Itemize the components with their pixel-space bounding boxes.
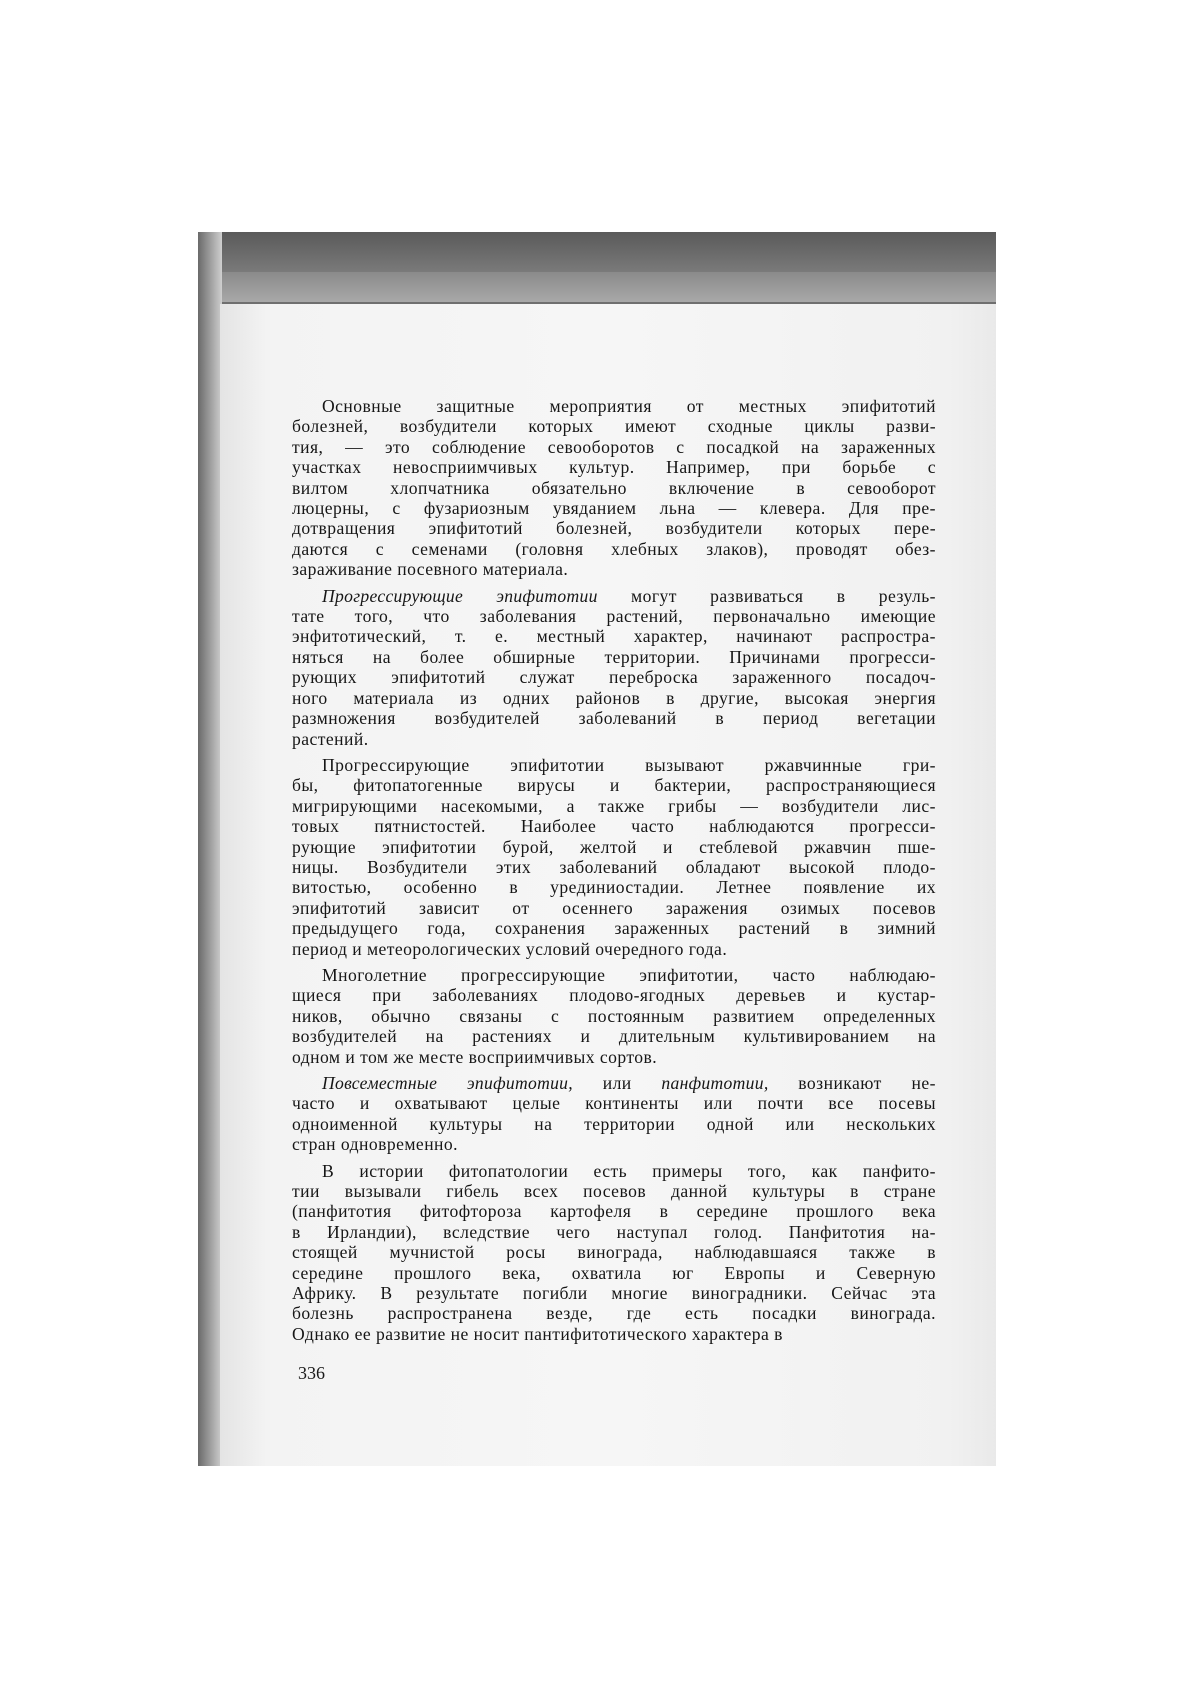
- text-line: [292, 708, 936, 728]
- text-run: зараживание посевного материала.: [292, 559, 569, 580]
- text-line: [292, 1242, 936, 1262]
- text-line: [292, 518, 936, 538]
- book-page: [220, 304, 996, 1466]
- text-run: люцерны, с фузариозным увяданием льна — клевера. Для пре-: [292, 498, 936, 519]
- text-line: [292, 688, 936, 708]
- text-run: Однако ее развитие не носит пантифитотического характера в: [292, 1323, 783, 1344]
- text-line: [292, 1222, 936, 1242]
- text-line: [292, 606, 936, 626]
- italic-term: Прогрессирующие эпифитотии: [322, 585, 598, 606]
- text-line: [292, 478, 936, 498]
- text-line: [292, 1114, 936, 1134]
- text-line: [292, 667, 936, 687]
- text-run: Основные защитные мероприятия от местных эпифитотий: [322, 396, 936, 416]
- text-run: энфитотический, т. е. местный характер, начинают распростра-: [292, 626, 936, 647]
- text-line: [292, 857, 936, 877]
- text-line: [292, 1283, 936, 1303]
- text-run: предыдущего года, сохранения зараженных растений в зимний: [292, 918, 936, 939]
- text-line: [292, 539, 936, 559]
- text-line: [292, 1201, 936, 1221]
- text-run: Многолетние прогрессирующие эпифитотии, часто наблюдаю-: [322, 964, 936, 985]
- text-run: Африку. В результате погибли многие виноградники. Сейчас эта: [292, 1283, 936, 1304]
- text-line: [292, 1047, 936, 1067]
- text-run: няться на более обширные территории. Причинами прогресси-: [292, 646, 936, 667]
- text-line: [292, 965, 936, 985]
- text-line: [292, 1263, 936, 1283]
- text-line: [292, 1093, 936, 1113]
- text-line: [292, 1324, 936, 1344]
- text-line: [292, 437, 936, 457]
- body-text: [292, 396, 936, 1350]
- text-line: [292, 796, 936, 816]
- scanned-page-frame: [198, 232, 996, 1466]
- text-run: рующих эпифитотий служат переброска зараженного посадоч-: [292, 667, 936, 688]
- text-line: [292, 1026, 936, 1046]
- text-run: ников, обычно связаны с постоянным развитием определенных: [292, 1005, 936, 1026]
- text-run: даются с семенами (головня хлебных злаков), проводят обез-: [292, 538, 936, 559]
- text-run: мигрирующими насекомыми, а также грибы — возбудители лис-: [292, 795, 936, 816]
- text-line: [292, 559, 936, 579]
- page-number: 336: [298, 1363, 325, 1383]
- paragraph: [292, 965, 936, 1067]
- text-run: бы, фитопатогенные вирусы и бактерии, распространяющиеся: [292, 775, 936, 796]
- text-run: ного материала из одних районов в другие, высокая энергия: [292, 687, 936, 708]
- text-line: [292, 416, 936, 436]
- text-run: товых пятнистостей. Наиболее часто наблюдаются прогресси-: [292, 816, 936, 837]
- text-line: [292, 498, 936, 518]
- scan-shadow-band: [198, 272, 996, 302]
- text-run: тате того, что заболевания растений, первоначально имеющие: [292, 606, 936, 627]
- text-line: [292, 1303, 936, 1323]
- text-line: [292, 918, 936, 938]
- text-run: стран одновременно.: [292, 1134, 459, 1155]
- text-line: [292, 1161, 936, 1181]
- text-line: [292, 985, 936, 1005]
- text-line: [292, 755, 936, 775]
- text-line: [292, 396, 936, 416]
- text-run: возникают не-: [768, 1073, 936, 1093]
- text-run: щиеся при заболеваниях плодово-ягодных деревьев и кустар-: [292, 985, 936, 1006]
- paragraph: [292, 396, 936, 580]
- text-run: одноименной культуры на территории одной или нескольких: [292, 1113, 936, 1134]
- text-run: стоящей мучнистой росы винограда, наблюдавшаяся также в: [292, 1242, 936, 1263]
- text-run: болезнь распространена везде, где есть посадки винограда.: [292, 1303, 936, 1324]
- text-line: [292, 1134, 936, 1154]
- text-run: или: [572, 1073, 662, 1093]
- text-run: участках невосприимчивых культур. Например, при борьбе с: [292, 457, 936, 478]
- text-run: часто и охватывают целые континенты или почти все посевы: [292, 1093, 936, 1114]
- text-run: в Ирландии), вследствие чего наступал голод. Панфитотия на-: [292, 1221, 936, 1242]
- text-line: [292, 898, 936, 918]
- text-line: [292, 626, 936, 646]
- text-run: период и метеорологических условий очередного года.: [292, 938, 728, 959]
- text-line: [292, 457, 936, 477]
- text-line: [292, 1006, 936, 1026]
- text-line: [292, 775, 936, 795]
- text-line: [292, 729, 936, 749]
- text-run: болезней, возбудители которых имеют сходные циклы разви-: [292, 416, 936, 437]
- text-run: одном и том же месте восприимчивых сортов.: [292, 1046, 658, 1067]
- text-run: витостью, особенно в урединиостадии. Летнее появление их: [292, 877, 936, 898]
- text-run: ницы. Возбудители этих заболеваний обладают высокой плодо-: [292, 856, 936, 877]
- text-run: возбудителей на растениях и длительным культивированием на: [292, 1026, 936, 1047]
- text-run: размножения возбудителей заболеваний в период вегетации: [292, 708, 936, 729]
- scan-shadow-left: [198, 232, 222, 1466]
- text-run: могут развиваться в резуль-: [597, 585, 936, 606]
- text-line: [292, 877, 936, 897]
- text-run: тии вызывали гибель всех посевов данной культуры в стране: [292, 1181, 936, 1202]
- text-run: тия, — это соблюдение севооборотов с посадкой на зараженных: [292, 436, 936, 457]
- italic-term: Повсеместные эпифитотии,: [322, 1073, 573, 1093]
- text-line: [292, 837, 936, 857]
- text-run: (панфитотия фитофтороза картофеля в середине прошлого века: [292, 1201, 936, 1222]
- text-run: дотвращения эпифитотий болезней, возбудители которых пере-: [292, 518, 936, 539]
- text-line: [292, 647, 936, 667]
- text-run: эпифитотий зависит от осеннего заражения озимых посевов: [292, 897, 936, 918]
- text-line: [292, 1181, 936, 1201]
- text-line: [292, 939, 936, 959]
- text-run: растений.: [292, 728, 369, 749]
- paragraph: [292, 755, 936, 959]
- text-run: середине прошлого века, охватила юг Европы и Северную: [292, 1262, 936, 1283]
- paragraph: [292, 1073, 936, 1155]
- text-run: В истории фитопатологии есть примеры того, как панфито-: [322, 1160, 936, 1181]
- scan-shadow-top: [198, 232, 996, 272]
- paragraph: [292, 586, 936, 749]
- text-run: вилтом хлопчатника обязательно включение в севооборот: [292, 477, 936, 498]
- text-line: [292, 1073, 936, 1093]
- text-run: рующие эпифитотии бурой, желтой и стеблевой ржавчин пше-: [292, 836, 936, 857]
- text-line: [292, 816, 936, 836]
- text-line: [292, 586, 936, 606]
- text-run: Прогрессирующие эпифитотии вызывают ржавчинные гри-: [322, 754, 936, 775]
- paragraph: [292, 1161, 936, 1345]
- italic-term: панфитотии,: [661, 1073, 769, 1093]
